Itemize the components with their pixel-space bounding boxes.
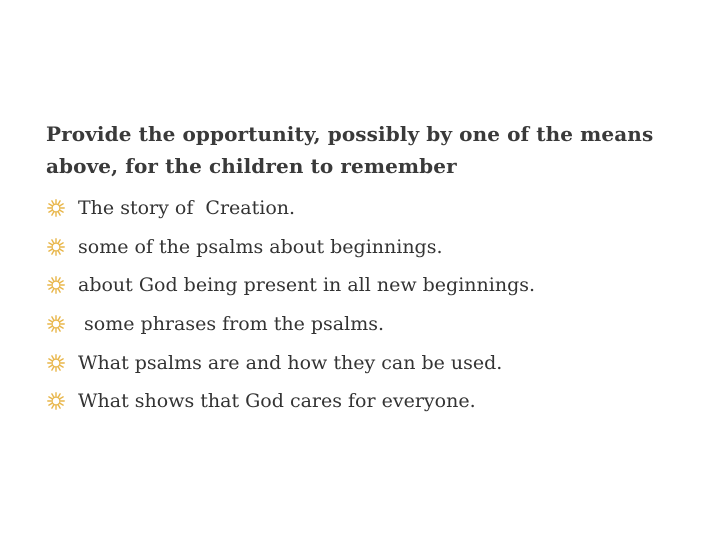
sun-icon [46,275,66,295]
sun-icon [46,391,66,411]
bullet-item [46,228,696,267]
heading-line-2: above, for the children to remember [46,154,457,178]
bullet-text: The story of Creation. [78,197,296,220]
bullet-text: some of the psalms about beginnings. [78,235,443,258]
bullet-text: about God being present in all new beginnings. [78,274,536,297]
slide-heading [46,118,696,182]
bullet-list [46,189,696,421]
heading-line-1: Provide the opportunity, possibly by one of the means [46,122,654,146]
bullet-item [46,305,696,344]
bullet-text: some phrases from the psalms. [78,313,385,336]
sun-icon [46,353,66,373]
bullet-item [46,343,696,382]
sun-icon [46,237,66,257]
bullet-item [46,189,696,228]
bullet-text: What shows that God cares for everyone. [78,390,476,413]
sun-icon [46,314,66,334]
bullet-item [46,266,696,305]
sun-icon [46,198,66,218]
bullet-item [46,382,696,421]
bullet-text: What psalms are and how they can be used. [78,351,503,374]
